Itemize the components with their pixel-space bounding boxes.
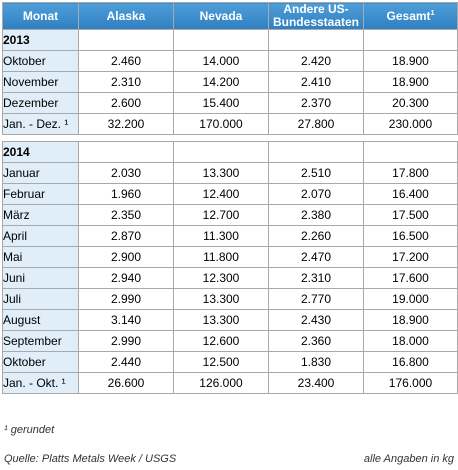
cell-andere: 2.380 <box>269 205 364 226</box>
table-row <box>3 72 458 93</box>
cell-gesamt: 20.300 <box>364 93 458 114</box>
table-row <box>3 352 458 373</box>
cell-andere: 2.420 <box>269 51 364 72</box>
cell-andere: 2.260 <box>269 226 364 247</box>
table-row <box>3 205 458 226</box>
year-label: 2014 <box>3 142 79 163</box>
spacer-cell <box>364 135 458 142</box>
cell-nevada: 12.500 <box>174 352 269 373</box>
row-label: September <box>3 331 79 352</box>
row-label: Jan. - Okt. ¹ <box>3 373 79 394</box>
row-label: Januar <box>3 163 79 184</box>
cell-nevada: 14.000 <box>174 51 269 72</box>
table-row <box>3 226 458 247</box>
row-label: Februar <box>3 184 79 205</box>
table-row <box>3 247 458 268</box>
year-row <box>3 30 458 51</box>
cell-gesamt: 18.000 <box>364 331 458 352</box>
year-row-empty-cell <box>269 142 364 163</box>
cell-gesamt: 16.400 <box>364 184 458 205</box>
table-row <box>3 289 458 310</box>
cell-andere: 2.070 <box>269 184 364 205</box>
spacer-cell <box>79 135 174 142</box>
year-row-empty-cell <box>79 142 174 163</box>
cell-andere: 2.770 <box>269 289 364 310</box>
cell-nevada: 126.000 <box>174 373 269 394</box>
header-gesamt <box>364 3 458 30</box>
cell-alaska: 2.990 <box>79 289 174 310</box>
cell-alaska: 1.960 <box>79 184 174 205</box>
cell-andere: 27.800 <box>269 114 364 135</box>
cell-nevada: 15.400 <box>174 93 269 114</box>
table-row <box>3 51 458 72</box>
cell-nevada: 13.300 <box>174 289 269 310</box>
cell-andere: 2.470 <box>269 247 364 268</box>
year-row-empty-cell <box>269 30 364 51</box>
cell-andere: 2.360 <box>269 331 364 352</box>
year-row-empty-cell <box>364 142 458 163</box>
cell-alaska: 2.940 <box>79 268 174 289</box>
cell-alaska: 2.310 <box>79 72 174 93</box>
table-row <box>3 373 458 394</box>
footnote-rounded: ¹ gerundet <box>4 424 55 436</box>
table-row <box>3 268 458 289</box>
year-row-empty-cell <box>174 30 269 51</box>
row-label: August <box>3 310 79 331</box>
cell-andere: 2.510 <box>269 163 364 184</box>
cell-gesamt: 19.000 <box>364 289 458 310</box>
header-nevada: Nevada <box>174 3 269 30</box>
cell-gesamt: 18.900 <box>364 310 458 331</box>
row-label: März <box>3 205 79 226</box>
cell-alaska: 26.600 <box>79 373 174 394</box>
cell-andere: 2.430 <box>269 310 364 331</box>
cell-nevada: 13.300 <box>174 163 269 184</box>
source-note: Quelle: Platts Metals Week / USGS <box>4 453 177 465</box>
header-gesamt-footnote-mark: 1 <box>430 9 435 17</box>
table-row <box>3 184 458 205</box>
cell-alaska: 2.030 <box>79 163 174 184</box>
row-label: Dezember <box>3 93 79 114</box>
cell-nevada: 11.800 <box>174 247 269 268</box>
cell-alaska: 2.870 <box>79 226 174 247</box>
row-label: Juni <box>3 268 79 289</box>
cell-gesamt: 176.000 <box>364 373 458 394</box>
year-row <box>3 142 458 163</box>
cell-andere: 2.370 <box>269 93 364 114</box>
cell-nevada: 170.000 <box>174 114 269 135</box>
row-label: November <box>3 72 79 93</box>
cell-alaska: 2.460 <box>79 51 174 72</box>
cell-andere: 23.400 <box>269 373 364 394</box>
spacer-cell <box>269 135 364 142</box>
cell-alaska: 2.990 <box>79 331 174 352</box>
cell-gesamt: 17.600 <box>364 268 458 289</box>
cell-alaska: 2.350 <box>79 205 174 226</box>
silver-production-table <box>2 2 458 394</box>
cell-alaska: 2.440 <box>79 352 174 373</box>
header-monat: Monat <box>3 3 79 30</box>
cell-nevada: 12.300 <box>174 268 269 289</box>
row-label: Oktober <box>3 51 79 72</box>
row-label: Oktober <box>3 352 79 373</box>
header-row <box>3 3 458 30</box>
header-andere-line2: Bundesstaaten <box>272 15 360 29</box>
units-note: alle Angaben in kg <box>363 453 454 465</box>
header-andere-line1: Andere US- <box>283 2 349 16</box>
row-label: April <box>3 226 79 247</box>
cell-gesamt: 18.900 <box>364 72 458 93</box>
cell-nevada: 12.400 <box>174 184 269 205</box>
row-label: Mai <box>3 247 79 268</box>
year-row-empty-cell <box>364 30 458 51</box>
spacer-cell <box>174 135 269 142</box>
cell-andere: 1.830 <box>269 352 364 373</box>
table-row <box>3 331 458 352</box>
cell-nevada: 12.600 <box>174 331 269 352</box>
table-row <box>3 93 458 114</box>
cell-gesamt: 17.800 <box>364 163 458 184</box>
header-gesamt-label: Gesamt <box>386 8 431 23</box>
row-label: Jan. - Dez. ¹ <box>3 114 79 135</box>
cell-alaska: 2.900 <box>79 247 174 268</box>
row-label: Juli <box>3 289 79 310</box>
table-row <box>3 163 458 184</box>
cell-gesamt: 17.200 <box>364 247 458 268</box>
table-row <box>3 114 458 135</box>
cell-alaska: 2.600 <box>79 93 174 114</box>
cell-gesamt: 16.800 <box>364 352 458 373</box>
section-spacer <box>3 135 458 142</box>
header-andere-us-bundesstaaten <box>269 3 364 30</box>
spacer-cell <box>3 135 79 142</box>
cell-nevada: 11.300 <box>174 226 269 247</box>
year-row-empty-cell <box>79 30 174 51</box>
cell-alaska: 3.140 <box>79 310 174 331</box>
cell-alaska: 32.200 <box>79 114 174 135</box>
cell-gesamt: 17.500 <box>364 205 458 226</box>
cell-nevada: 12.700 <box>174 205 269 226</box>
cell-andere: 2.410 <box>269 72 364 93</box>
cell-nevada: 14.200 <box>174 72 269 93</box>
cell-nevada: 13.300 <box>174 310 269 331</box>
year-label: 2013 <box>3 30 79 51</box>
cell-andere: 2.310 <box>269 268 364 289</box>
year-row-empty-cell <box>174 142 269 163</box>
table-row <box>3 310 458 331</box>
header-alaska: Alaska <box>79 3 174 30</box>
cell-gesamt: 16.500 <box>364 226 458 247</box>
cell-gesamt: 230.000 <box>364 114 458 135</box>
cell-gesamt: 18.900 <box>364 51 458 72</box>
